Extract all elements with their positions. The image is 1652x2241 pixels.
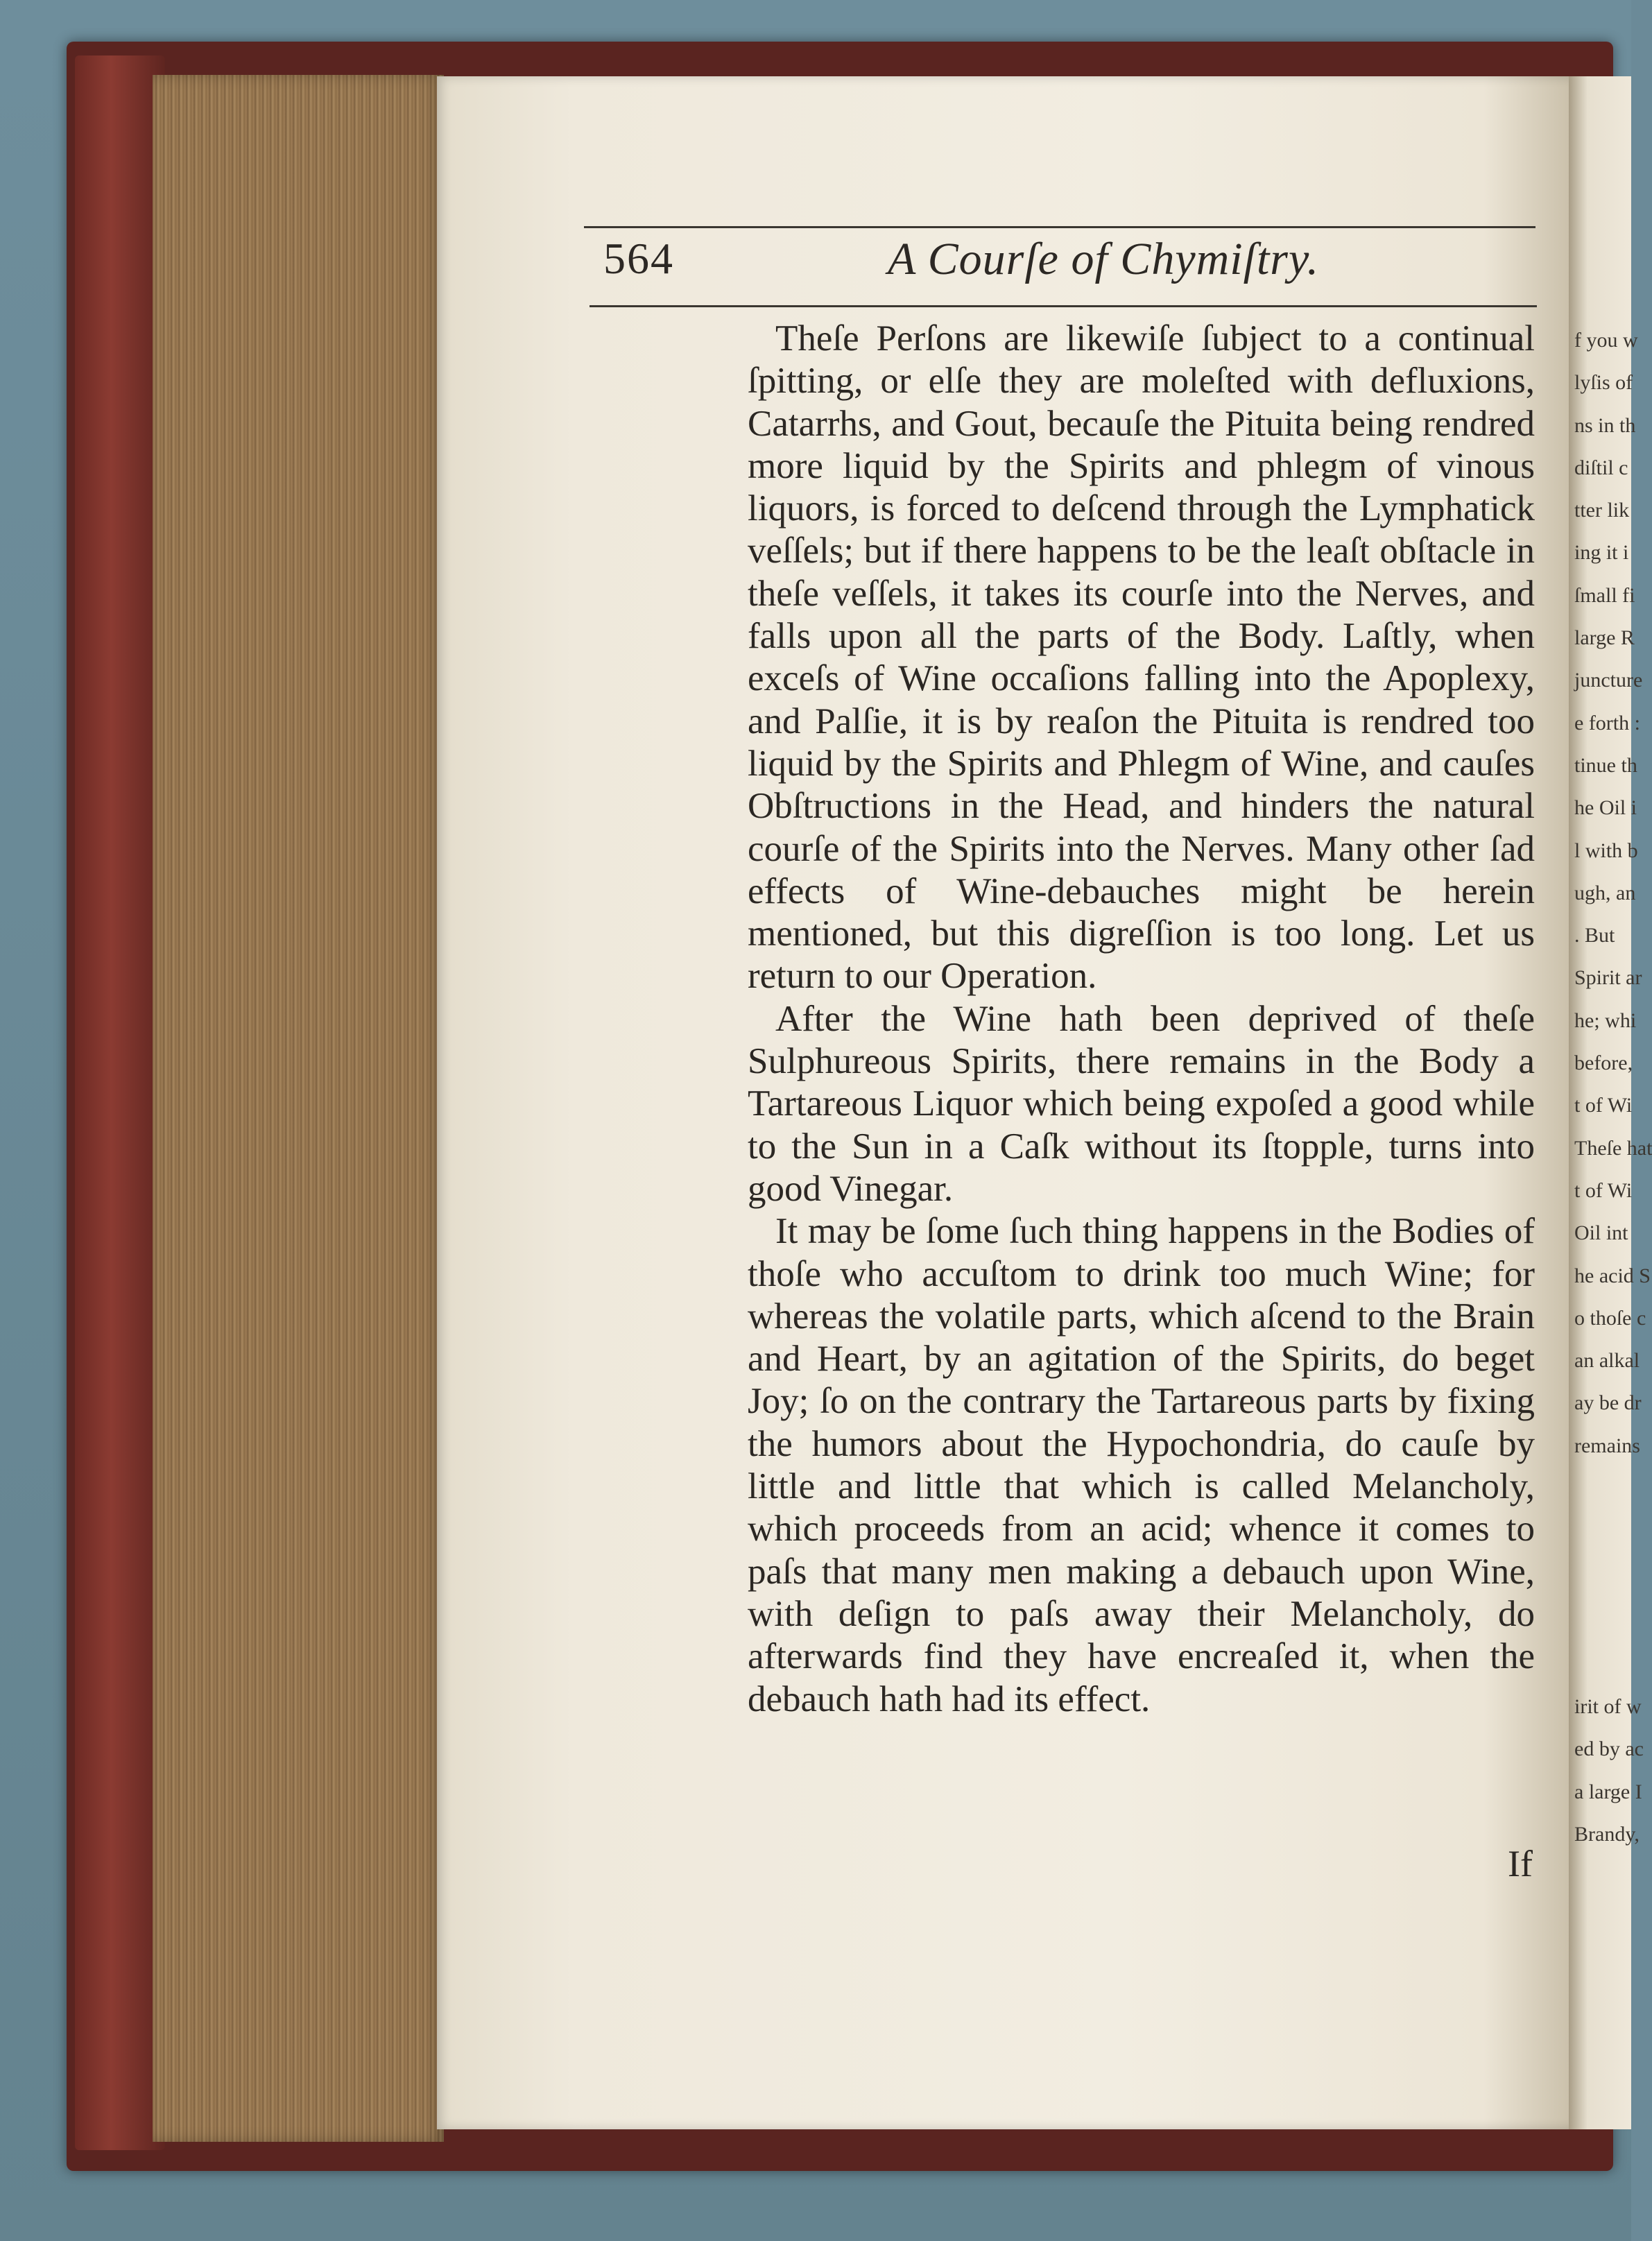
paragraph: Theſe Perſons are likewiſe ſubject to a continual ſpitting, or elſe they are moleſted with defluxions, Catarrhs, and Gout, becauſe the Pituita being rendred more liquid by the Spirits and phlegm of vinous liquors, is forced to deſcend through the Lymphatick veſſels; but if there happens to be the leaſt obſtacle in theſe veſſels, it takes its courſe into the Nerves, and falls upon all the parts of the Body. Laſtly, when exceſs of Wine occaſions falling into the Apoplexy, and Palſie, it is by reaſon the Pituita is rendred too liquid by the Spirits and Phlegm of Wine, and cauſes Obſtructions in the Head, and hinders the natural courſe of the Spirits into the Nerves. Many other ſad effects of Wine-debauches might be herein mentioned, but this digreſſion is too long. Let us return to our Operation.	[748, 318, 1535, 997]
paragraph: It may be ſome ſuch thing happens in the Bodies of thoſe who accuſtom to drink too much Wine; for whereas the volatile parts, which aſcend to the Brain and Heart, by an agitation of the Spirits, do beget Joy; ſo on the contrary the Tartareous parts by fixing the humors about the Hypochondria, do cauſe by little and little that which is called Melancholy, which proceeds from an acid; whence it comes to paſs that many men making a debauch upon Wine, with deſign to paſs away their Melancholy, do afterwards find they have encreaſed it, when the debauch hath had its effect.	[748, 1211, 1535, 1719]
facing-page-line: diſtil c	[1574, 456, 1628, 479]
facing-page-line: he; whi	[1574, 1008, 1637, 1032]
facing-page-line: t of Wi	[1574, 1094, 1633, 1117]
page-number: 564	[603, 234, 674, 283]
facing-page-line: ugh, an	[1574, 881, 1636, 904]
facing-page-line: tinue th	[1574, 753, 1637, 777]
paragraph: After the Wine hath been deprived of theſe Sulphureous Spirits, there remains in the Body a Tartareous Liquor which being expoſed a good while to the Sun in a Caſk without its ſtopple, turns into good Vinegar.	[748, 998, 1535, 1209]
facing-page-line: ing it i	[1574, 541, 1629, 565]
facing-page-line: remains	[1574, 1434, 1640, 1457]
running-head	[590, 233, 1533, 302]
facing-page-line: he Oil i	[1574, 796, 1637, 820]
running-title: A Courſe of Chymiſtry.	[888, 234, 1320, 284]
head-rule-top	[584, 226, 1535, 228]
facing-page-line: t of Wi	[1574, 1178, 1633, 1202]
facing-page-line: ed by ac	[1574, 1737, 1644, 1761]
facing-page-line: before,	[1574, 1051, 1633, 1075]
facing-page-line: ay be dr	[1574, 1391, 1642, 1415]
head-rule-bottom	[590, 305, 1537, 307]
cover-spine-edge	[75, 55, 165, 2150]
facing-page-line: he acid S	[1574, 1264, 1651, 1287]
facing-page-line: Oil int	[1574, 1221, 1628, 1245]
facing-page-line: juncture	[1574, 669, 1643, 692]
facing-page-line: Brandy,	[1574, 1822, 1640, 1846]
facing-page-line: Spirit ar	[1574, 966, 1642, 990]
facing-page-line: lyſis of	[1574, 371, 1633, 395]
facing-page-line: ſmall fi	[1574, 583, 1635, 607]
facing-page-text	[1574, 319, 1652, 1467]
facing-page-line: tter lik	[1574, 499, 1630, 522]
facing-page-line: irit of w	[1574, 1695, 1642, 1718]
body-text	[748, 318, 1535, 1721]
facing-page-line: large R	[1574, 626, 1635, 650]
page-block-edges	[153, 75, 444, 2142]
facing-page-line: Theſe hat	[1574, 1136, 1652, 1160]
facing-page-line: . But	[1574, 924, 1615, 947]
facing-page-text-lower	[1574, 1685, 1644, 1855]
facing-page-line: f you w	[1574, 329, 1638, 352]
facing-page-line: l with b	[1574, 839, 1638, 862]
facing-page-line: e forth :	[1574, 711, 1640, 735]
catchword: If	[1508, 1843, 1533, 1884]
facing-page-line: a large I	[1574, 1780, 1642, 1803]
facing-page-line: an alkal	[1574, 1349, 1640, 1373]
facing-page-line: o thoſe c	[1574, 1306, 1646, 1330]
facing-page-line: ns in th	[1574, 413, 1636, 437]
